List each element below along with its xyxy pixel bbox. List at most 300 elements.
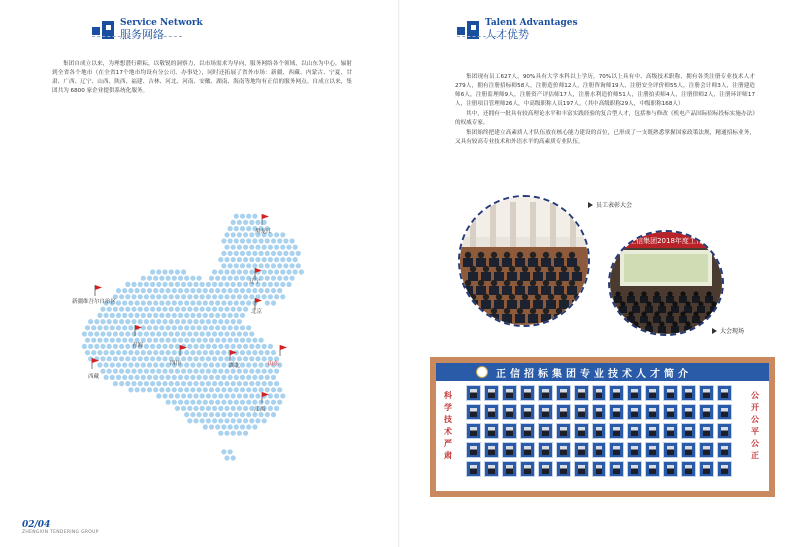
talent-portrait bbox=[520, 442, 535, 458]
map-dot bbox=[156, 294, 161, 299]
map-dot bbox=[252, 238, 257, 243]
motto-char: 学 bbox=[444, 402, 452, 412]
attendee-head bbox=[685, 321, 690, 326]
map-dot bbox=[203, 375, 208, 380]
map-dot bbox=[296, 263, 301, 268]
map-dot bbox=[209, 424, 214, 429]
map-dot bbox=[231, 406, 236, 411]
talent-portrait bbox=[645, 423, 660, 439]
map-dot bbox=[88, 344, 93, 349]
map-dot bbox=[228, 325, 233, 330]
map-dot bbox=[91, 350, 96, 355]
map-dot bbox=[153, 276, 158, 281]
map-dot bbox=[125, 319, 130, 324]
talent-portrait bbox=[663, 385, 678, 401]
attendee-body bbox=[645, 306, 653, 313]
page-footer bbox=[22, 520, 99, 535]
map-dot bbox=[178, 325, 183, 330]
map-dot bbox=[125, 381, 130, 386]
map-dot bbox=[116, 338, 121, 343]
map-dot bbox=[138, 294, 143, 299]
map-dot bbox=[209, 362, 214, 367]
map-dot bbox=[104, 362, 109, 367]
map-dot bbox=[274, 257, 279, 262]
map-dot bbox=[231, 257, 236, 262]
map-dot bbox=[166, 387, 171, 392]
map-dot bbox=[237, 418, 242, 423]
map-dot bbox=[162, 294, 167, 299]
map-dot bbox=[218, 344, 223, 349]
talent-portrait bbox=[681, 423, 696, 439]
map-dot bbox=[197, 276, 202, 281]
attendee-head bbox=[517, 308, 523, 314]
map-dot bbox=[122, 350, 127, 355]
map-dot bbox=[240, 325, 245, 330]
map-dot bbox=[169, 269, 174, 274]
map-dot bbox=[246, 300, 251, 305]
map-dot bbox=[277, 288, 282, 293]
talent-portrait bbox=[699, 385, 714, 401]
map-dot bbox=[212, 418, 217, 423]
map-dot bbox=[110, 338, 115, 343]
attendee-head bbox=[633, 321, 638, 326]
talent-portrait bbox=[556, 442, 571, 458]
map-dot bbox=[166, 313, 171, 318]
map-dot bbox=[159, 338, 164, 343]
map-dot bbox=[218, 294, 223, 299]
map-dot bbox=[249, 294, 254, 299]
map-dot bbox=[107, 344, 112, 349]
map-dot bbox=[159, 276, 164, 281]
map-dot bbox=[252, 338, 257, 343]
map-dot bbox=[125, 331, 130, 336]
map-dot bbox=[212, 307, 217, 312]
talent-portrait bbox=[520, 461, 535, 477]
map-dot bbox=[156, 269, 161, 274]
map-dot bbox=[119, 307, 124, 312]
map-dot bbox=[277, 276, 282, 281]
talent-portrait bbox=[466, 423, 481, 439]
map-dot bbox=[228, 238, 233, 243]
map-dot bbox=[190, 375, 195, 380]
map-dot bbox=[215, 288, 220, 293]
map-dot bbox=[156, 344, 161, 349]
header-cn-title: 服务网络 bbox=[120, 28, 164, 41]
talent-portrait bbox=[663, 404, 678, 420]
talent-portrait bbox=[627, 423, 642, 439]
map-dot bbox=[184, 400, 189, 405]
map-dot bbox=[193, 294, 198, 299]
map-dot bbox=[172, 325, 177, 330]
attendee-head bbox=[535, 294, 541, 300]
map-dot bbox=[259, 387, 264, 392]
map-dot bbox=[181, 294, 186, 299]
map-dot bbox=[197, 338, 202, 343]
attendee-head bbox=[711, 301, 716, 306]
map-dot bbox=[82, 331, 87, 336]
attendee-body bbox=[520, 272, 530, 281]
talent-portrait bbox=[609, 404, 624, 420]
map-dot bbox=[268, 381, 273, 386]
map-dot bbox=[175, 381, 180, 386]
map-dot bbox=[246, 226, 251, 231]
map-dot bbox=[246, 424, 251, 429]
map-dot bbox=[249, 257, 254, 262]
map-dot bbox=[144, 331, 149, 336]
map-dot bbox=[283, 238, 288, 243]
map-dot bbox=[184, 300, 189, 305]
right-motto bbox=[749, 389, 761, 461]
talent-portrait bbox=[609, 461, 624, 477]
map-dot bbox=[150, 381, 155, 386]
map-dot bbox=[259, 251, 264, 256]
map-dot bbox=[107, 307, 112, 312]
map-dot bbox=[144, 282, 149, 287]
header-divider bbox=[92, 36, 182, 37]
map-dot bbox=[169, 307, 174, 312]
talent-portrait bbox=[699, 423, 714, 439]
map-dot bbox=[141, 350, 146, 355]
caption-arrow-icon bbox=[712, 328, 717, 334]
map-dot bbox=[243, 331, 248, 336]
map-dot bbox=[153, 325, 158, 330]
talent-portrait bbox=[574, 404, 589, 420]
map-dot bbox=[147, 387, 152, 392]
map-dot bbox=[237, 307, 242, 312]
map-dot bbox=[162, 344, 167, 349]
map-dot bbox=[237, 406, 242, 411]
map-dot bbox=[141, 313, 146, 318]
map-dot bbox=[206, 356, 211, 361]
talent-portrait bbox=[717, 442, 732, 458]
talent-portrait bbox=[484, 404, 499, 420]
map-dot bbox=[85, 350, 90, 355]
map-dot bbox=[150, 369, 155, 374]
map-dot bbox=[218, 307, 223, 312]
map-dot bbox=[172, 288, 177, 293]
map-dot bbox=[252, 350, 257, 355]
map-dot bbox=[246, 214, 251, 219]
map-dot bbox=[178, 350, 183, 355]
map-dot bbox=[231, 369, 236, 374]
map-dot bbox=[274, 245, 279, 250]
attendee-body bbox=[502, 258, 512, 267]
attendee-body bbox=[684, 306, 692, 313]
attendee-head bbox=[672, 321, 677, 326]
map-dot bbox=[141, 276, 146, 281]
attendee-body bbox=[476, 286, 486, 295]
map-dot bbox=[274, 406, 279, 411]
map-dot bbox=[116, 325, 121, 330]
map-dot bbox=[212, 282, 217, 287]
map-dot bbox=[228, 400, 233, 405]
map-dot bbox=[107, 331, 112, 336]
map-dot bbox=[262, 356, 267, 361]
map-dot bbox=[131, 369, 136, 374]
map-dot bbox=[122, 362, 127, 367]
map-dot bbox=[169, 331, 174, 336]
map-dot bbox=[181, 381, 186, 386]
map-dot bbox=[138, 307, 143, 312]
map-dot bbox=[119, 319, 124, 324]
map-dot bbox=[249, 232, 254, 237]
map-dot bbox=[280, 232, 285, 237]
map-dot bbox=[113, 331, 118, 336]
map-dot bbox=[209, 276, 214, 281]
map-dot bbox=[252, 362, 257, 367]
map-dot bbox=[243, 257, 248, 262]
map-dot bbox=[231, 232, 236, 237]
talent-portrait bbox=[681, 442, 696, 458]
attendee-head bbox=[491, 252, 497, 258]
map-dot bbox=[234, 375, 239, 380]
attendee-head bbox=[569, 252, 575, 258]
motto-char: 正 bbox=[751, 450, 759, 460]
talent-portrait bbox=[556, 461, 571, 477]
map-dot bbox=[277, 238, 282, 243]
map-dot bbox=[277, 251, 282, 256]
map-dot bbox=[234, 238, 239, 243]
map-dot bbox=[187, 331, 192, 336]
map-dot bbox=[131, 381, 136, 386]
motto-char: 技 bbox=[444, 414, 452, 424]
map-dot bbox=[159, 387, 164, 392]
map-dot bbox=[228, 263, 233, 268]
map-dot bbox=[224, 431, 229, 436]
attendee-body bbox=[507, 272, 517, 281]
map-dot bbox=[206, 294, 211, 299]
map-dot bbox=[240, 387, 245, 392]
attendee-head bbox=[680, 291, 685, 296]
attendee-body bbox=[697, 306, 705, 313]
map-dot bbox=[197, 300, 202, 305]
map-dot bbox=[221, 375, 226, 380]
attendee-body bbox=[533, 272, 543, 281]
map-dot bbox=[290, 263, 295, 268]
attendee-body bbox=[481, 272, 491, 281]
map-dot bbox=[200, 307, 205, 312]
map-dot bbox=[181, 282, 186, 287]
map-dot bbox=[280, 282, 285, 287]
attendee-head bbox=[628, 291, 633, 296]
map-dot bbox=[169, 381, 174, 386]
attendee-body bbox=[515, 286, 525, 295]
map-dot bbox=[175, 307, 180, 312]
map-dot bbox=[215, 300, 220, 305]
talent-paragraphs bbox=[455, 73, 755, 148]
map-dot bbox=[200, 381, 205, 386]
talent-portrait bbox=[538, 404, 553, 420]
attendee-body bbox=[679, 316, 687, 323]
map-dot bbox=[184, 375, 189, 380]
map-dot bbox=[181, 269, 186, 274]
map-dot bbox=[125, 282, 130, 287]
map-dot bbox=[280, 393, 285, 398]
map-dot bbox=[218, 393, 223, 398]
attendee-head bbox=[483, 294, 489, 300]
map-dot bbox=[193, 418, 198, 423]
map-dot bbox=[228, 449, 233, 454]
map-dot bbox=[159, 375, 164, 380]
map-dot bbox=[237, 431, 242, 436]
map-dot bbox=[178, 288, 183, 293]
attendee-body bbox=[528, 286, 538, 295]
map-dot bbox=[181, 369, 186, 374]
map-province-label: 山东 bbox=[268, 361, 280, 367]
attendee-body bbox=[567, 286, 577, 295]
map-dot bbox=[190, 313, 195, 318]
talent-portrait bbox=[502, 423, 517, 439]
attendee-body bbox=[494, 272, 504, 281]
map-dot bbox=[203, 412, 208, 417]
map-dot bbox=[206, 344, 211, 349]
attendee-head bbox=[470, 294, 476, 300]
map-dot bbox=[128, 350, 133, 355]
map-dot bbox=[224, 282, 229, 287]
map-dot bbox=[203, 350, 208, 355]
map-dot bbox=[190, 350, 195, 355]
talent-portrait bbox=[502, 461, 517, 477]
map-dot bbox=[162, 282, 167, 287]
map-dot bbox=[246, 350, 251, 355]
map-dot bbox=[187, 393, 192, 398]
map-dot bbox=[147, 362, 152, 367]
attendee-head bbox=[517, 280, 523, 286]
motto-char: 开 bbox=[751, 402, 759, 412]
map-dot bbox=[228, 412, 233, 417]
map-dot bbox=[200, 344, 205, 349]
attendee-head bbox=[698, 301, 703, 306]
map-dot bbox=[150, 282, 155, 287]
map-dot bbox=[280, 269, 285, 274]
map-dot bbox=[190, 412, 195, 417]
map-dot bbox=[187, 418, 192, 423]
talent-portrait bbox=[609, 423, 624, 439]
map-dot bbox=[100, 369, 105, 374]
map-dot bbox=[243, 369, 248, 374]
map-dot bbox=[156, 331, 161, 336]
map-dot bbox=[113, 369, 118, 374]
map-dot bbox=[197, 325, 202, 330]
map-dot bbox=[162, 356, 167, 361]
map-province-label: 四川 bbox=[170, 361, 182, 367]
map-dot bbox=[175, 282, 180, 287]
map-dot bbox=[200, 356, 205, 361]
map-dot bbox=[290, 251, 295, 256]
talent-portrait bbox=[484, 442, 499, 458]
attendee-head bbox=[706, 311, 711, 316]
map-dot bbox=[299, 269, 304, 274]
map-dot bbox=[237, 369, 242, 374]
map-dot bbox=[206, 406, 211, 411]
map-dot bbox=[296, 251, 301, 256]
map-dot bbox=[135, 387, 140, 392]
map-dot bbox=[249, 245, 254, 250]
map-dot bbox=[240, 276, 245, 281]
map-dot bbox=[116, 362, 121, 367]
map-dot bbox=[218, 418, 223, 423]
attendee-head bbox=[509, 266, 515, 272]
map-dot bbox=[255, 257, 260, 262]
map-dot bbox=[228, 313, 233, 318]
talent-portrait bbox=[538, 423, 553, 439]
map-dot bbox=[268, 369, 273, 374]
map-dot bbox=[159, 288, 164, 293]
map-dot bbox=[150, 356, 155, 361]
map-dot bbox=[110, 362, 115, 367]
map-dot bbox=[265, 400, 270, 405]
map-dot bbox=[215, 325, 220, 330]
map-dot bbox=[224, 257, 229, 262]
map-dot bbox=[243, 282, 248, 287]
map-dot bbox=[116, 350, 121, 355]
map-dot bbox=[128, 375, 133, 380]
map-dot bbox=[268, 393, 273, 398]
map-dot bbox=[224, 369, 229, 374]
map-dot bbox=[212, 406, 217, 411]
map-dot bbox=[221, 313, 226, 318]
map-dot bbox=[159, 350, 164, 355]
attendee-body bbox=[692, 316, 700, 323]
map-dot bbox=[283, 263, 288, 268]
attendee-head bbox=[628, 311, 633, 316]
map-dot bbox=[178, 276, 183, 281]
map-dot bbox=[128, 325, 133, 330]
map-dot bbox=[218, 319, 223, 324]
talent-portrait bbox=[717, 423, 732, 439]
map-dot bbox=[221, 449, 226, 454]
map-dot bbox=[271, 251, 276, 256]
map-dot bbox=[237, 232, 242, 237]
map-dot bbox=[243, 294, 248, 299]
map-dot bbox=[85, 325, 90, 330]
map-dot bbox=[94, 319, 99, 324]
map-dot bbox=[135, 300, 140, 305]
talent-portrait bbox=[699, 461, 714, 477]
map-dot bbox=[228, 288, 233, 293]
map-dot bbox=[197, 288, 202, 293]
map-dot bbox=[206, 307, 211, 312]
map-dot bbox=[262, 344, 267, 349]
attendee-head bbox=[672, 301, 677, 306]
attendee-body bbox=[627, 316, 635, 323]
attendee-body bbox=[559, 300, 569, 309]
map-dot bbox=[243, 245, 248, 250]
map-dot bbox=[162, 331, 167, 336]
map-dot bbox=[125, 356, 130, 361]
map-dot bbox=[246, 325, 251, 330]
map-dot bbox=[138, 282, 143, 287]
attendee-body bbox=[541, 314, 551, 323]
map-dot bbox=[197, 350, 202, 355]
attendee-body bbox=[515, 258, 525, 267]
map-dot bbox=[184, 350, 189, 355]
map-dot bbox=[172, 313, 177, 318]
map-dot bbox=[221, 424, 226, 429]
talent-portrait bbox=[574, 442, 589, 458]
attendee-head bbox=[556, 280, 562, 286]
map-dot bbox=[193, 356, 198, 361]
map-dot bbox=[197, 400, 202, 405]
map-dot bbox=[286, 245, 291, 250]
map-dot bbox=[100, 356, 105, 361]
map-dot bbox=[175, 331, 180, 336]
attendee-head bbox=[646, 321, 651, 326]
map-dot bbox=[206, 319, 211, 324]
attendee-body bbox=[653, 316, 661, 323]
map-dot bbox=[262, 369, 267, 374]
attendee-body bbox=[520, 300, 530, 309]
